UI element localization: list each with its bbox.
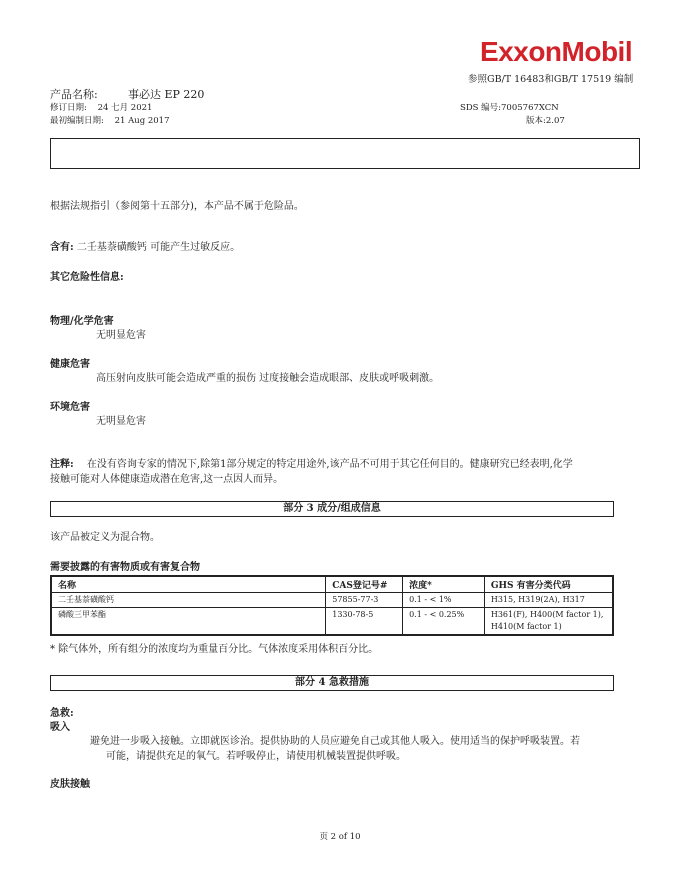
contains-text: 二壬基萘磺酸钙 可能产生过敏反应。 [76,242,241,253]
version: 版本:2.07 [526,116,565,126]
note-text-2: 接触可能对人体健康造成潜在危害,这一点因人而异。 [50,474,284,485]
first-date-row [50,114,169,126]
inhalation-text-1: 避免进一步吸入接触。立即就医诊治。提供协助的人员应避免自己或其他人吸入。使用适当的保护呼吸装置。若 [90,736,580,747]
column-header-ghs: GHS 有害分类代码 [484,576,613,593]
physical-hazard-text: 无明显危害 [96,330,146,341]
cell-concentration: 0.1 - < 0.25% [403,608,485,636]
revision-date-label: 修订日期: [50,103,87,113]
cell-cas: 1330-78-5 [326,608,403,636]
page-number: 页 2 of 10 [319,832,361,842]
product-name-label: 产品名称: [50,88,98,101]
components-table-title: 需要披露的有害物质或有害复合物 [50,562,200,573]
first-date: 21 Aug 2017 [114,116,170,126]
health-hazard-text: 高压射向皮肤可能会造成严重的损伤 过度接触会造成眼部、皮肤或呼吸刺激。 [96,373,440,384]
cell-name: 二壬基萘磺酸钙 [51,593,326,608]
inhalation-text [90,734,640,764]
cell-ghs: H361(F), H400(M factor 1), H410(M factor 1) [484,608,613,636]
note-label: 注释: [50,459,74,470]
environment-hazard-title: 环境危害 [50,402,90,413]
product-name: 事必达 EP 220 [128,88,205,101]
skin-contact-title: 皮肤接触 [50,779,90,790]
exxonmobil-logo: ExxonMobil [480,36,633,67]
regulatory-statement: 根据法规指引（参阅第十五部分)，本产品不属于危险品。 [50,201,304,212]
inhalation-title: 吸入 [50,722,70,733]
concentration-footnote: * 除气体外，所有组分的浓度均为重量百分比。气体浓度采用体积百分比。 [50,644,379,655]
inhalation-text-2: 可能，请提供充足的氧气。若呼吸停止，请使用机械装置提供呼吸。 [106,751,406,762]
components-table [50,575,614,636]
sds-number: SDS 编号:7005767XCN [460,103,559,113]
cell-cas: 57855-77-3 [326,593,403,608]
cell-concentration: 0.1 - < 1% [403,593,485,608]
physical-hazard-title: 物理/化学危害 [50,316,114,327]
product-name-row [50,86,204,102]
other-hazards-title: 其它危险性信息: [50,272,124,283]
revision-date-row [50,101,152,113]
column-header-cas: CAS登记号# [326,576,403,593]
table-header-row [51,576,613,593]
column-header-concentration: 浓度* [403,576,485,593]
empty-box [50,138,640,169]
revision-date: 24 七月 2021 [97,103,153,113]
section-3-header: 部分 3 成分/组成信息 [50,501,614,517]
cell-name: 磷酸三甲苯酯 [58,610,106,619]
table-row [51,593,613,608]
note-paragraph [50,457,642,487]
environment-hazard-text: 无明显危害 [96,416,146,427]
section-4-header: 部分 4 急救措施 [50,675,614,691]
cell-ghs: H315, H319(2A), H317 [484,593,613,608]
reference-standard: 参照GB/T 16483和GB/T 17519 编制 [468,74,634,85]
health-hazard-title: 健康危害 [50,359,90,370]
table-row [51,608,613,636]
contains-row [50,240,240,255]
mixture-statement: 该产品被定义为混合物。 [50,532,160,543]
contains-label: 含有: [50,242,74,253]
column-header-name: 名称 [51,576,326,593]
note-text-1: 在没有咨询专家的情况下,除第1部分规定的特定用途外,该产品不可用于其它任何目的。健康研究已经表明,化学 [86,459,573,470]
first-aid-title: 急救: [50,708,74,719]
first-date-label: 最初编制日期: [50,116,104,126]
